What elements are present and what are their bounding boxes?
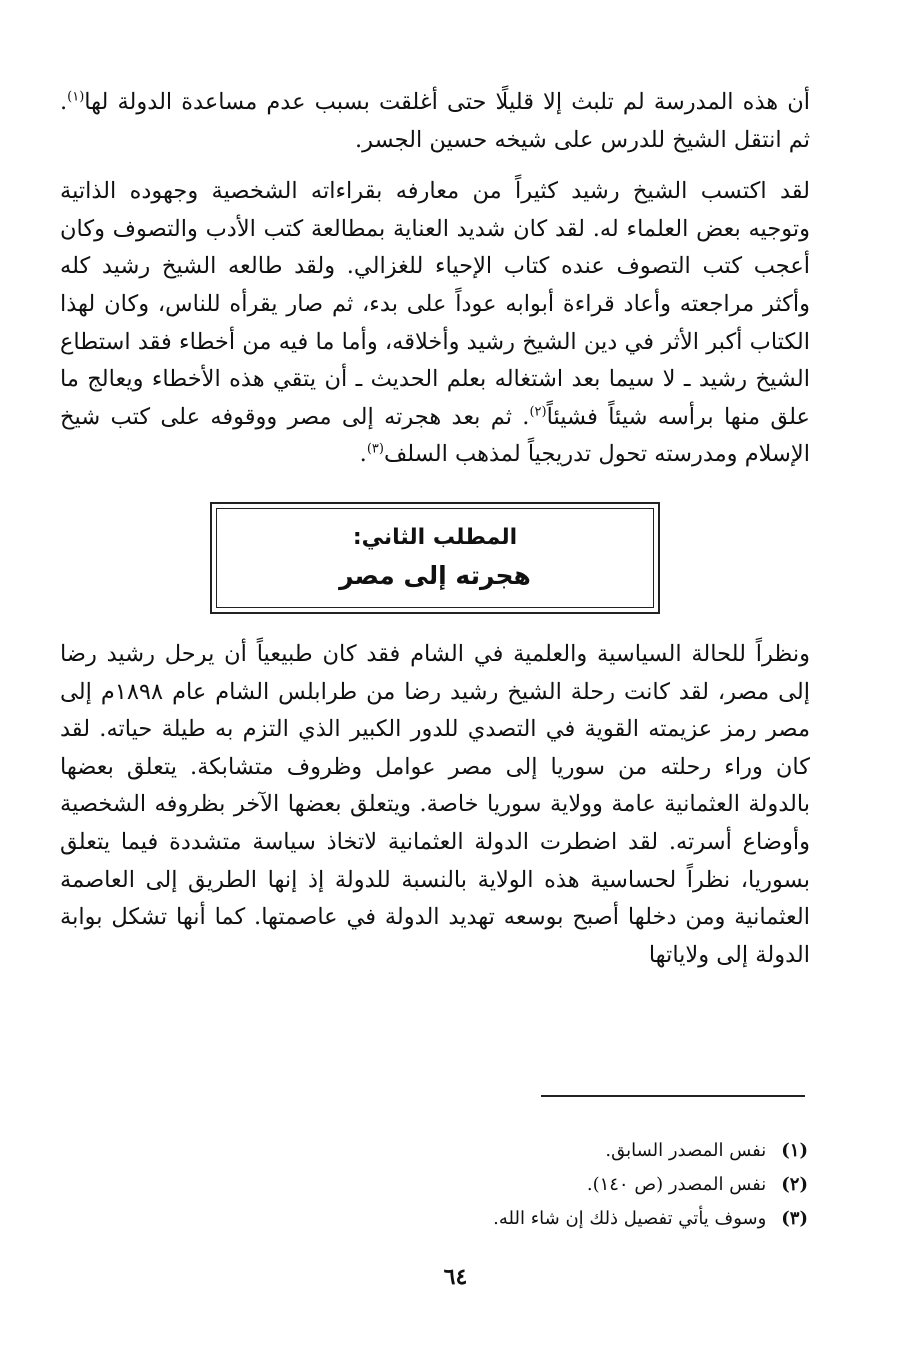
paragraph-intro-tail: . ثم انتقل الشيخ للدرس على شيخه حسين الجسر. [60,89,810,153]
section-heading-inner [216,508,654,608]
paragraph-migration: ونظراً للحالة السياسية والعلمية في الشام فقد كان طبيعياً أن يرحل رشيد رضا إلى مصر، لقد كانت رحلة الشيخ رشيد رضا من طرابلس الشام عام ١٨٩٨م إلى مصر رمز عزيمته القوية في التصدي للدور الكبير الذي التزم به طيلة حياته. لقد كان وراء رحلته من سوريا إلى مصر عوامل وظروف متشابكة. يتعلق بعضها بالدولة العثمانية عامة وولاية سوريا خاصة. ويتعلق بعضها الآخر بظروفه الشخصية وأوضاع أسرته. لقد اضطرت الدولة العثمانية لاتخاذ سياسة متشددة فيما يتعلق بسوريا، نظراً لحساسية هذه الولاية بالنسبة للدولة إذ إنها الطريق إلى العاصمة العثمانية ومن دخلها أصبح بوسعه تهديد الدولة في عاصمتها. كما أنها تشكل بوابة الدولة إلى ولاياتها [60,640,810,968]
footnote-number: (٣) [781,1208,808,1229]
section-title: هجرته إلى مصر [339,560,531,590]
footnote-number: (٢) [781,1174,808,1195]
footnote-divider [541,1095,805,1097]
paragraph-intro-text: أن هذه المدرسة لم تلبث إلا قليلًا حتى أغلقت بسبب عدم مساعدة الدولة لها [84,89,810,115]
paragraph-education-mid: . ثم بعد هجرته إلى مصر ووقوفه على كتب شيخ الإسلام ومدرسته تحول تدريجياً لمذهب السلف [60,403,810,468]
footnote-item [300,1202,808,1236]
footnote-number: (١) [781,1140,808,1161]
page-body [60,84,810,974]
footnote-text: نفس المصدر السابق. [605,1140,767,1161]
paragraph-education-text: لقد اكتسب الشيخ رشيد كثيراً من معارفه بقراءاته الشخصية وجهوده الذاتية وتوجيه بعض العلماء له. لقد كان شديد العناية بمطالعة كتب الأدب والتصوف وكان أعجب كتب التصوف عنده كتاب الإحياء للغزالي. ولقد طالعه الشيخ رشيد كله وأكثر مراجعته وأعاد قراءة أبوابه عوداً على بدء، ثم صار يقرأه للناس، وكان لهذا الكتاب أكبر الأثر في دين الشيخ رشيد وأخلاقه، وأما ما فيه من أخطاء فقد استطاع الشيخ رشيد ـ لا سيما بعد اشتغاله بعلم الحديث ـ أن يتقي هذه الأخطاء ويعالج ما علق منها برأسه شيئاً فشيئاً [60,178,810,430]
section-heading-box [210,502,660,614]
footnote-ref-2: (٢) [529,404,547,420]
paragraph-education-end: . [359,441,367,468]
footnote-text: وسوف يأتي تفصيل ذلك إن شاء الله. [493,1208,767,1229]
page-number: ٦٤ [443,1264,468,1290]
paragraph-education [60,173,810,474]
footnote-item [300,1168,808,1202]
footnote-text: نفس المصدر (ص ١٤٠). [586,1174,767,1195]
section-subtitle: المطلب الثاني: [352,524,518,550]
footnote-item [300,1134,808,1168]
footnotes [300,1134,808,1236]
footnote-ref-3: (٣) [366,441,384,457]
paragraph-intro [60,84,810,159]
footnote-ref-1: (١) [67,89,85,105]
